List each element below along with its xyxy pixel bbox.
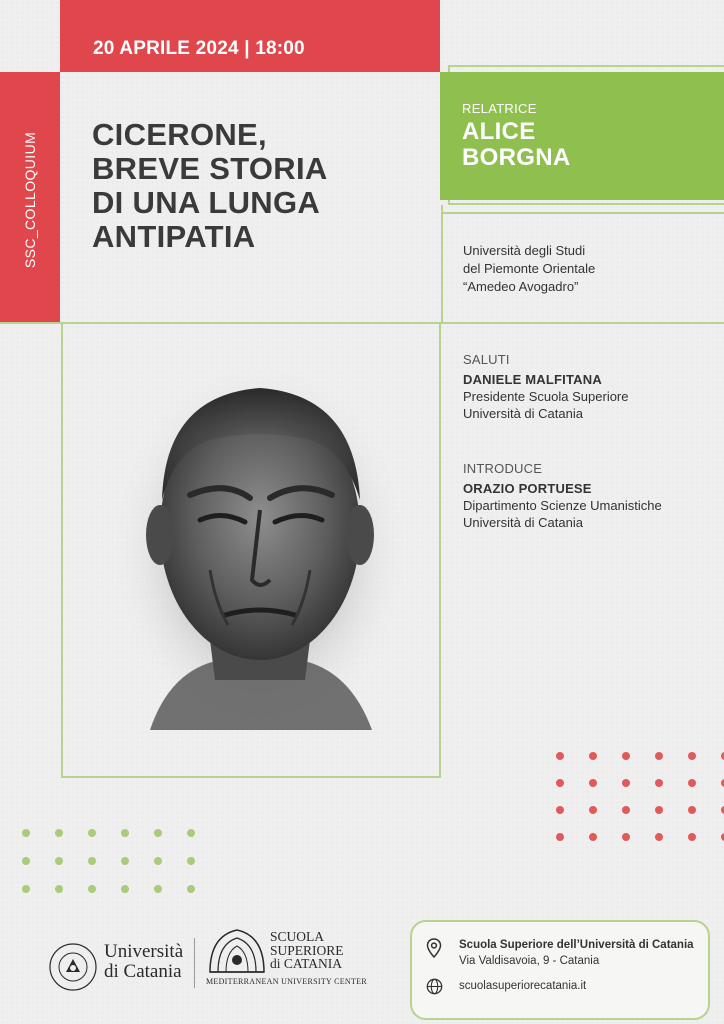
speaker-name-line: BORGNA — [462, 143, 571, 171]
dot — [556, 833, 564, 841]
dot — [187, 885, 195, 893]
dot — [22, 885, 30, 893]
dot — [154, 885, 162, 893]
title-line: BREVE STORIA — [92, 151, 328, 187]
dot — [688, 806, 696, 814]
intro-desc — [463, 497, 662, 532]
dot — [688, 752, 696, 760]
dot — [55, 829, 63, 837]
unict-seal-logo — [48, 942, 98, 992]
intro-section — [463, 461, 662, 532]
dot — [88, 829, 96, 837]
dot — [154, 829, 162, 837]
dot — [187, 857, 195, 865]
greetings-desc-line: Presidente Scuola Superiore — [463, 389, 629, 404]
dot — [589, 806, 597, 814]
logo-separator — [194, 938, 195, 988]
dot — [556, 779, 564, 787]
dot — [121, 885, 129, 893]
dot — [622, 806, 630, 814]
dot — [688, 779, 696, 787]
dot — [622, 779, 630, 787]
unict-wordmark-line: Università — [104, 941, 184, 962]
globe-icon — [426, 978, 443, 995]
speaker-name-line: ALICE — [462, 118, 536, 145]
dot — [556, 806, 564, 814]
intro-label: INTRODUCE — [463, 461, 543, 476]
date-banner — [60, 0, 440, 72]
website-link[interactable]: scuolasuperiorecatania.it — [459, 980, 587, 992]
title-line: DI UNA LUNGA — [92, 185, 321, 221]
affiliation-line: del Piemonte Orientale — [463, 261, 596, 277]
dot — [22, 857, 30, 865]
event-title — [92, 118, 422, 254]
dot — [88, 857, 96, 865]
ssc-wordmark-line: SCUOLA — [270, 929, 325, 944]
speaker-affiliation — [463, 242, 595, 297]
divider-line — [441, 212, 724, 214]
intro-desc-line: Università di Catania — [463, 515, 583, 531]
speaker-name — [462, 119, 570, 171]
dot — [154, 857, 162, 865]
decorative-dots-red — [556, 752, 724, 841]
dot — [556, 752, 564, 760]
intro-desc-line: Dipartimento Scienze Umanistiche — [463, 498, 662, 513]
series-label: SSC_COLLOQUIUM — [22, 131, 38, 269]
venue-address: Via Valdisavoia, 9 - Catania — [459, 955, 600, 967]
dot — [187, 829, 195, 837]
affiliation-line: “Amedeo Avogadro” — [463, 279, 579, 295]
map-pin-icon — [426, 938, 442, 958]
dot — [589, 833, 597, 841]
ssc-wordmark-line: SUPERIORE — [270, 942, 344, 958]
dot — [589, 752, 597, 760]
dot — [589, 779, 597, 787]
dot — [688, 833, 696, 841]
ssc-emblem-logo — [206, 926, 268, 976]
title-line: ANTIPATIA — [92, 219, 256, 255]
dot — [22, 829, 30, 837]
dot — [655, 833, 663, 841]
greetings-label: SALUTI — [463, 352, 510, 367]
dot — [622, 752, 630, 760]
greetings-section — [463, 352, 629, 423]
dot — [121, 857, 129, 865]
dot — [121, 829, 129, 837]
dot — [55, 857, 63, 865]
venue-name: Scuola Superiore dell’Università di Catania — [459, 939, 694, 951]
unict-wordmark-line: di Catania — [104, 960, 182, 982]
greetings-name: DANIELE MALFITANA — [463, 372, 602, 387]
dot — [622, 833, 630, 841]
ssc-wordmark — [270, 930, 344, 971]
contact-box — [410, 920, 710, 1020]
affiliation-line: Università degli Studi — [463, 243, 586, 258]
dot — [88, 885, 96, 893]
dot — [655, 806, 663, 814]
ssc-tagline: MEDITERRANEAN UNIVERSITY CENTER — [206, 977, 367, 986]
dot — [55, 885, 63, 893]
speaker-role: RELATRICE — [462, 101, 537, 116]
ssc-wordmark-line: di CATANIA — [270, 956, 343, 971]
divider-line — [441, 205, 443, 323]
unict-wordmark — [104, 942, 183, 982]
decorative-dots-green — [22, 829, 197, 893]
greetings-desc — [463, 388, 629, 423]
cicero-bust-portrait — [110, 340, 410, 740]
title-line: CICERONE, — [92, 117, 267, 152]
event-date: 20 APRILE 2024 | 18:00 — [93, 38, 305, 59]
greetings-desc-line: Università di Catania — [463, 406, 583, 422]
intro-name: ORAZIO PORTUESE — [463, 481, 592, 496]
dot — [655, 752, 663, 760]
dot — [655, 779, 663, 787]
